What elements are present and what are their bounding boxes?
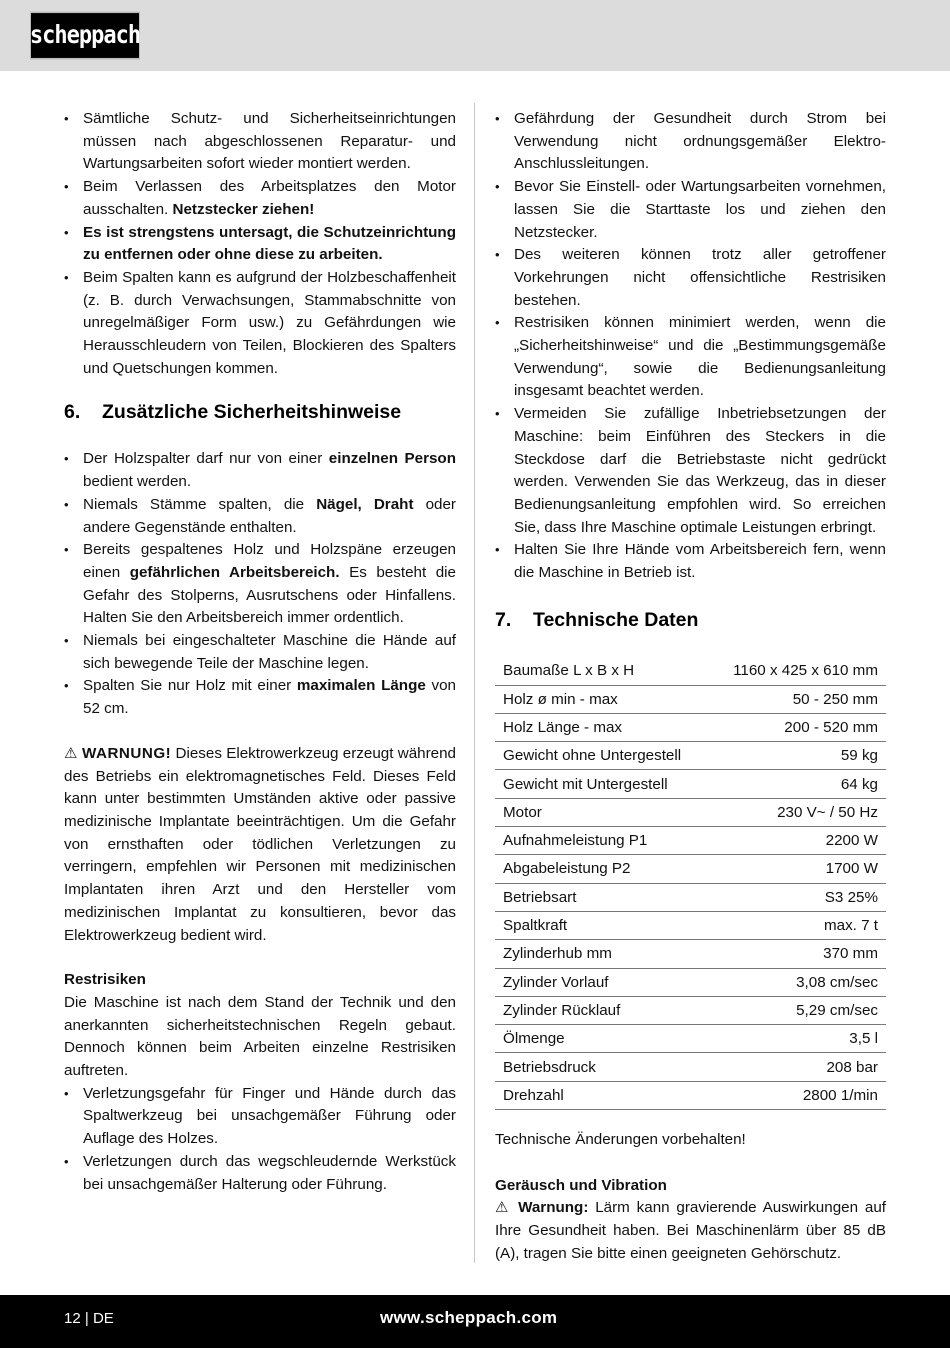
warning-label: Warnung: (518, 1199, 589, 1217)
table-row: Abgabeleistung P2 1700 W (495, 855, 886, 883)
table-row: Aufnahmeleistung P1 2200 W (495, 827, 886, 855)
warning-label: WARNUNG! (82, 744, 172, 762)
list-item: • Beim Verlassen des Arbeitsplatzes den Motor ausschalten. Netzstecker ziehen! (64, 176, 456, 221)
restrisiken-bullet-list (64, 1083, 456, 1197)
table-row: Motor 230 V~ / 50 Hz (495, 798, 886, 826)
restrisiken-heading: Restrisiken (64, 971, 146, 989)
table-row: Gewicht mit Untergestell 64 kg (495, 770, 886, 798)
separator: | (84, 1310, 89, 1327)
list-item: • Niemals Stämme spalten, die Nägel, Draht oder andere Gegenstände enthalten. (64, 494, 456, 539)
intro-bullet-list (64, 108, 456, 380)
list-item: • Niemals bei eingeschalteter Maschine die Hände auf sich bewegende Teile der Maschine legen. (64, 630, 456, 675)
page-footer (0, 1295, 950, 1348)
table-row: Ölmenge 3,5 l (495, 1025, 886, 1053)
page-indicator (64, 1310, 114, 1327)
technical-changes-note: Technische Änderungen vorbehalten! (495, 1131, 746, 1149)
table-row: Baumaße L x B x H 1160 x 425 x 610 mm (495, 657, 886, 685)
list-item: • Sämtliche Schutz- und Sicherheitseinrichtungen müssen nach abgeschlossenen Reparatur- und Wartungsarbeiten sofort wieder montiert werden. (64, 108, 456, 176)
restrisiken-intro: Die Maschine ist nach dem Stand der Technik und den anerkannten sicherheitstechnischen Regeln gebaut. Dennoch können beim Arbeiten einzelne Restrisiken auftreten. (64, 993, 456, 1080)
technical-data-table (495, 657, 886, 1110)
table-row: Spaltkraft max. 7 t (495, 911, 886, 939)
website-link[interactable]: www.scheppach.com (380, 1308, 558, 1327)
column-divider (474, 103, 475, 1263)
table-row: Drehzahl 2800 1/min (495, 1081, 886, 1109)
table-row: Zylinder Rücklauf 5,29 cm/sec (495, 996, 886, 1024)
section-number: 6. (64, 401, 81, 424)
noise-warning: ⚠ Warnung: Lärm kann gravierende Auswirkungen auf Ihre Gesundheit haben. Bei Maschinenlärm über 85 dB (A), tragen Sie bitte einen geeigneten Gehörschutz. (495, 1199, 886, 1262)
left-column (64, 108, 456, 1196)
list-item: • Des weiteren können trotz aller getroffener Vorkehrungen nicht offensichtliche Restrisiken bestehen. (495, 244, 886, 312)
list-item: • Verletzungen durch das wegschleudernde Werkstück bei unsachgemäßer Halterung oder Führung. (64, 1151, 456, 1196)
list-item: • Spalten Sie nur Holz mit einer maximalen Länge von 52 cm. (64, 675, 456, 720)
language-code: DE (92, 1310, 114, 1327)
page-number: 12 (64, 1310, 81, 1327)
table-row: Holz Länge - max 200 - 520 mm (495, 713, 886, 741)
warning-triangle-icon: ⚠ (495, 1199, 512, 1217)
table-row: Zylinderhub mm 370 mm (495, 940, 886, 968)
table-row: Gewicht ohne Untergestell 59 kg (495, 742, 886, 770)
risk-bullet-list (495, 108, 886, 585)
section-number: 7. (495, 608, 512, 631)
page-header (0, 0, 950, 71)
table-row: Holz ø min - max 50 - 250 mm (495, 685, 886, 713)
section-title: Technische Daten (533, 608, 699, 631)
list-item: • Es ist strengstens untersagt, die Schutzeinrichtung zu entfernen oder ohne diese zu arbeiten. (64, 222, 456, 267)
list-item: • Vermeiden Sie zufällige Inbetriebsetzungen der Maschine: beim Einführen des Steckers in die Steckdose darf die Betriebstaste nicht gedrückt werden. Verwenden Sie das Werkzeug, das in dieser Bedienungsanleitung empfohlen wird. So erreichen Sie, dass Ihre Maschine optimale Leistungen erbringt. (495, 403, 886, 539)
warning-triangle-icon: ⚠ (64, 744, 78, 762)
list-item: • Beim Spalten kann es aufgrund der Holzbeschaffenheit (z. B. durch Verwachsungen, Stammabschnitte von unregelmäßiger Form usw.) zu Gefährdungen wie Herausschleudern von Teilen, Blockieren des Spalters und Quetschungen kommen. (64, 267, 456, 381)
section-7-heading (495, 607, 886, 633)
noise-vibration-heading: Geräusch und Vibration (495, 1176, 667, 1194)
table-row: Betriebsdruck 208 bar (495, 1053, 886, 1081)
section-6-heading (64, 399, 456, 425)
list-item: • Restrisiken können minimiert werden, wenn die „Sicherheitshinweise“ und die „Bestimmungsgemäße Verwendung“, sowie die Bedienungsanleitung insgesamt beachtet werden. (495, 312, 886, 403)
emf-warning: ⚠ WARNUNG! Dieses Elektrowerkzeug erzeugt während des Betriebs ein elektromagnetisches Feld. Dieses Feld kann unter bestimmten Umständen aktive oder passive medizinische Implantate beeinträchtigen. Um die Gefahr von ernsthaften oder tödlichen Verletzungen zu verringern, empfehlen wir Personen mit medizinischen Implantaten ihren Arzt und den Hersteller vom medizinischen Implantat zu konsultieren, bevor das Elektrowerkzeug bedient wird. (64, 744, 456, 944)
section-title: Zusätzliche Sicherheitshinweise (102, 401, 402, 424)
section-6-bullet-list (64, 448, 456, 720)
table-row: Zylinder Vorlauf 3,08 cm/sec (495, 968, 886, 996)
table-row: Betriebsart S3 25% (495, 883, 886, 911)
list-item: • Der Holzspalter darf nur von einer einzelnen Person bedient werden. (64, 448, 456, 493)
list-item: • Verletzungsgefahr für Finger und Hände durch das Spaltwerkzeug bei unsachgemäßer Führung oder Auflage des Holzes. (64, 1083, 456, 1151)
list-item: • Halten Sie Ihre Hände vom Arbeitsbereich fern, wenn die Maschine in Betrieb ist. (495, 539, 886, 584)
list-item: • Bereits gespaltenes Holz und Holzspäne erzeugen einen gefährlichen Arbeitsbereich. Es besteht die Gefahr des Stolperns, Ausrutschens oder Hinfallens. Halten Sie den Arbeitsbereich immer ordentlich. (64, 539, 456, 630)
list-item: • Gefährdung der Gesundheit durch Strom bei Verwendung nicht ordnungsgemäßer Elektro-Anschlussleitungen. (495, 108, 886, 176)
right-column (495, 108, 886, 1266)
scheppach-logo: scheppach (30, 12, 140, 59)
list-item: • Bevor Sie Einstell- oder Wartungsarbeiten vornehmen, lassen Sie die Starttaste los und ziehen den Netzstecker. (495, 176, 886, 244)
